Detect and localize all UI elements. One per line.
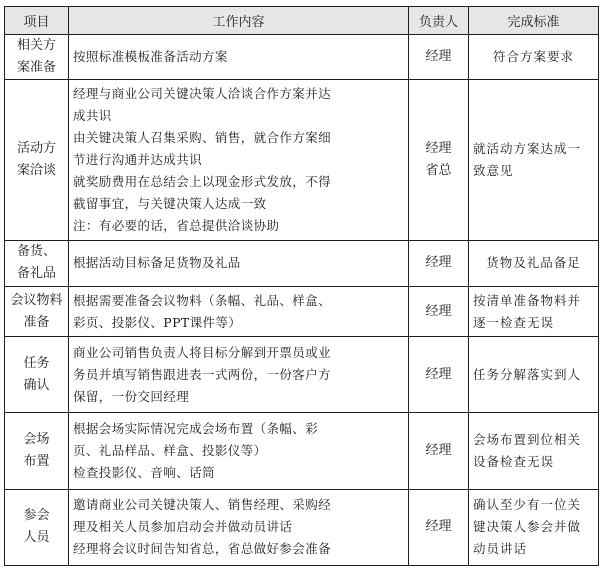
row-content — [69, 489, 409, 565]
table-row — [5, 413, 599, 489]
row-standard: 就活动方案达成一致意见 — [469, 80, 599, 241]
row-owner: 经理 — [409, 413, 469, 489]
row-standard: 货物及礼品备足 — [469, 240, 599, 286]
row-item: 会场 布置 — [5, 413, 69, 489]
row-item: 活动方 案洽谈 — [5, 80, 69, 241]
table-row — [5, 489, 599, 565]
content-line: 注：有必要的话，省总提供洽谈协助 — [73, 217, 280, 233]
table-row — [5, 286, 599, 336]
header-standard: 完成标准 — [469, 7, 599, 35]
row-owner: 经理 — [409, 240, 469, 286]
row-owner: 经理 — [409, 286, 469, 336]
row-standard: 确认至少有一位关键决策人参会并做动员讲话 — [469, 489, 599, 565]
content-line: 节进行沟通并达成共识 — [73, 151, 203, 167]
row-owner: 经理 — [409, 35, 469, 80]
header-row — [5, 7, 599, 35]
content-line: 页、礼品样品、样盒、投影仪等） — [73, 443, 267, 459]
content-line: 按照标准模板准备活动方案 — [73, 49, 228, 65]
content-line: 保留，一份交回经理 — [73, 388, 190, 404]
content-line: 由关键决策人召集采购、销售，就合作方案细 — [73, 129, 332, 145]
row-standard: 符合方案要求 — [469, 35, 599, 80]
content-line: 根据需要准备会议物料（条幅、礼品、样盒、 — [73, 292, 332, 308]
content-line: 理及相关人员参加启动会并做动员讲话 — [73, 519, 293, 535]
content-line: 经理将会议时间告知省总，省总做好参会准备 — [73, 541, 332, 557]
row-content — [69, 240, 409, 286]
row-item: 备货、 备礼品 — [5, 240, 69, 286]
table-row — [5, 240, 599, 286]
row-content — [69, 286, 409, 336]
row-standard: 任务分解落实到人 — [469, 337, 599, 413]
table-row — [5, 80, 599, 241]
row-item: 任务 确认 — [5, 337, 69, 413]
table-row — [5, 35, 599, 80]
content-line: 检查投影仪、音响、话筒 — [73, 465, 215, 481]
row-item: 会议物料 准备 — [5, 286, 69, 336]
row-standard: 会场布置到位相关设备检查无误 — [469, 413, 599, 489]
row-item: 相关方 案准备 — [5, 35, 69, 80]
content-line: 务员并填写销售跟进表一式两份，一份客户方 — [73, 366, 332, 382]
row-content — [69, 35, 409, 80]
header-content: 工作内容 — [69, 7, 409, 35]
row-item: 参会 人员 — [5, 489, 69, 565]
content-line: 根据活动目标备足货物及礼品 — [73, 255, 241, 271]
row-content — [69, 337, 409, 413]
table-row — [5, 337, 599, 413]
content-line: 根据会场实际情况完成会场布置（条幅、彩 — [73, 421, 319, 437]
content-line: 就奖励费用在总结会上以现金形式发放，不得 — [73, 173, 332, 189]
row-content — [69, 80, 409, 241]
content-line: 经理与商业公司关键决策人洽谈合作方案并达 — [73, 85, 332, 101]
row-owner: 经理 — [409, 337, 469, 413]
content-line: 彩页、投影仪、PPT课件等） — [73, 314, 242, 330]
header-owner: 负责人 — [409, 7, 469, 35]
content-line: 商业公司销售负责人将目标分解到开票员或业 — [73, 344, 332, 360]
header-item: 项目 — [5, 7, 69, 35]
row-owner: 经理 — [409, 489, 469, 565]
row-standard: 按清单准备物料并逐一检查无误 — [469, 286, 599, 336]
row-content — [69, 413, 409, 489]
content-line: 成共识 — [73, 107, 112, 123]
content-line: 截留事宜，与关键决策人达成一致 — [73, 195, 267, 211]
content-line: 邀请商业公司关键决策人、销售经理、采购经 — [73, 497, 332, 513]
row-owner: 经理 省总 — [409, 80, 469, 241]
activity-task-table — [4, 6, 599, 566]
